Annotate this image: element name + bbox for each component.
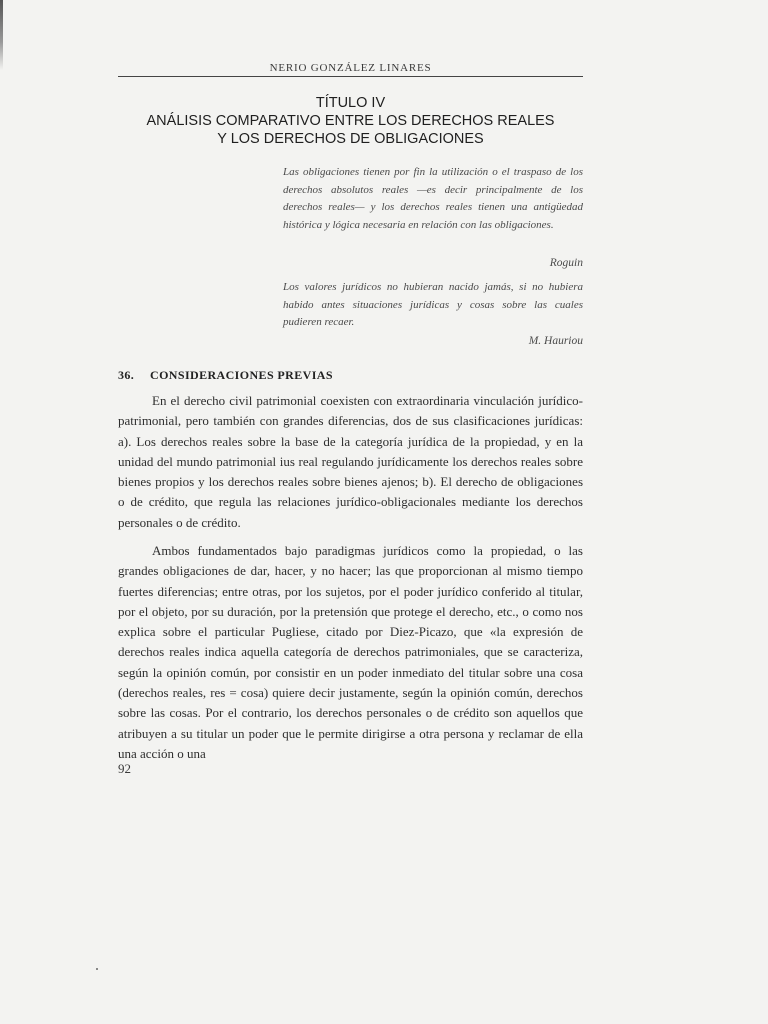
header-rule <box>118 76 583 77</box>
body-paragraph-2: Ambos fundamentados bajo paradigmas jurídicos como la propiedad, o las grandes obligaciones de dar, hacer, y no hacer; las que proporcionan al mismo tiempo fuertes diferencias; entre otras, por los sujetos, por el poder jurídico conferido al titular, por el objeto, por su duración, por la pretensión que protege el derecho, etc., o como nos explica sobre el particular Pugliese, citado por Diez-Picazo, que «la expresión de derechos reales indica aquella categoría de derechos patrimoniales, que se caracteriza, según la opinión común, por consistir en un poder inmediato del titular sobre una cosa (derechos reales, res = cosa) quiere decir justamente, según la opinión común, derechos sobre las cosas. Por el contrario, los derechos personales o de crédito son aquellos que atribuyen a su titular un poder que le permite dirigirse a otra persona y reclamar de ella una acción o una <box>118 543 583 761</box>
scan-edge-shadow <box>0 0 3 70</box>
title-line-1: TÍTULO IV <box>315 95 386 111</box>
chapter-title <box>108 94 593 148</box>
section-title: CONSIDERACIONES PREVIAS <box>150 368 333 382</box>
epigraph-quote-1: Las obligaciones tienen por fin la utilización o el traspaso de los derechos absolutos reales —es decir principalmente de los derechos reales— y los derechos reales tienen una antigüedad histórica y lógica necesaria en relación con las obligaciones. <box>283 166 583 231</box>
running-head: NERIO GONZÁLEZ LINARES <box>269 62 432 74</box>
page-number: 92 <box>118 761 131 776</box>
epigraph-author-2: M. Hauriou <box>528 335 583 347</box>
scan-speck <box>96 968 98 970</box>
section-heading <box>118 368 333 383</box>
body-paragraph-1: En el derecho civil patrimonial coexisten con extraordinaria vinculación jurídico-patrimonial, pero también con grandes diferencias, dos de sus clasificaciones jurídicas: a). Los derechos reales sobre la base de la categoría jurídica de la propiedad, y en la unidad del mundo patrimonial ius real regulando jurídicamente los derechos reales sobre bienes propios y los derechos reales sobre bienes ajenos; b). El derecho de obligaciones o de crédito, que regula las relaciones jurídico-obligacionales mediante los derechos personales o de crédito. <box>118 393 583 530</box>
epigraph-author-1: Roguin <box>549 257 583 269</box>
title-line-3: Y LOS DERECHOS DE OBLIGACIONES <box>217 131 484 147</box>
epigraph-quote-2: Los valores jurídicos no hubieran nacido jamás, si no hubiera habido antes situaciones jurídicas y cosas sobre las cuales pudieren recaer. <box>283 281 583 328</box>
book-page <box>118 0 583 1024</box>
section-number: 36. <box>118 368 135 382</box>
title-line-2: ANÁLISIS COMPARATIVO ENTRE LOS DERECHOS REALES <box>146 113 555 129</box>
